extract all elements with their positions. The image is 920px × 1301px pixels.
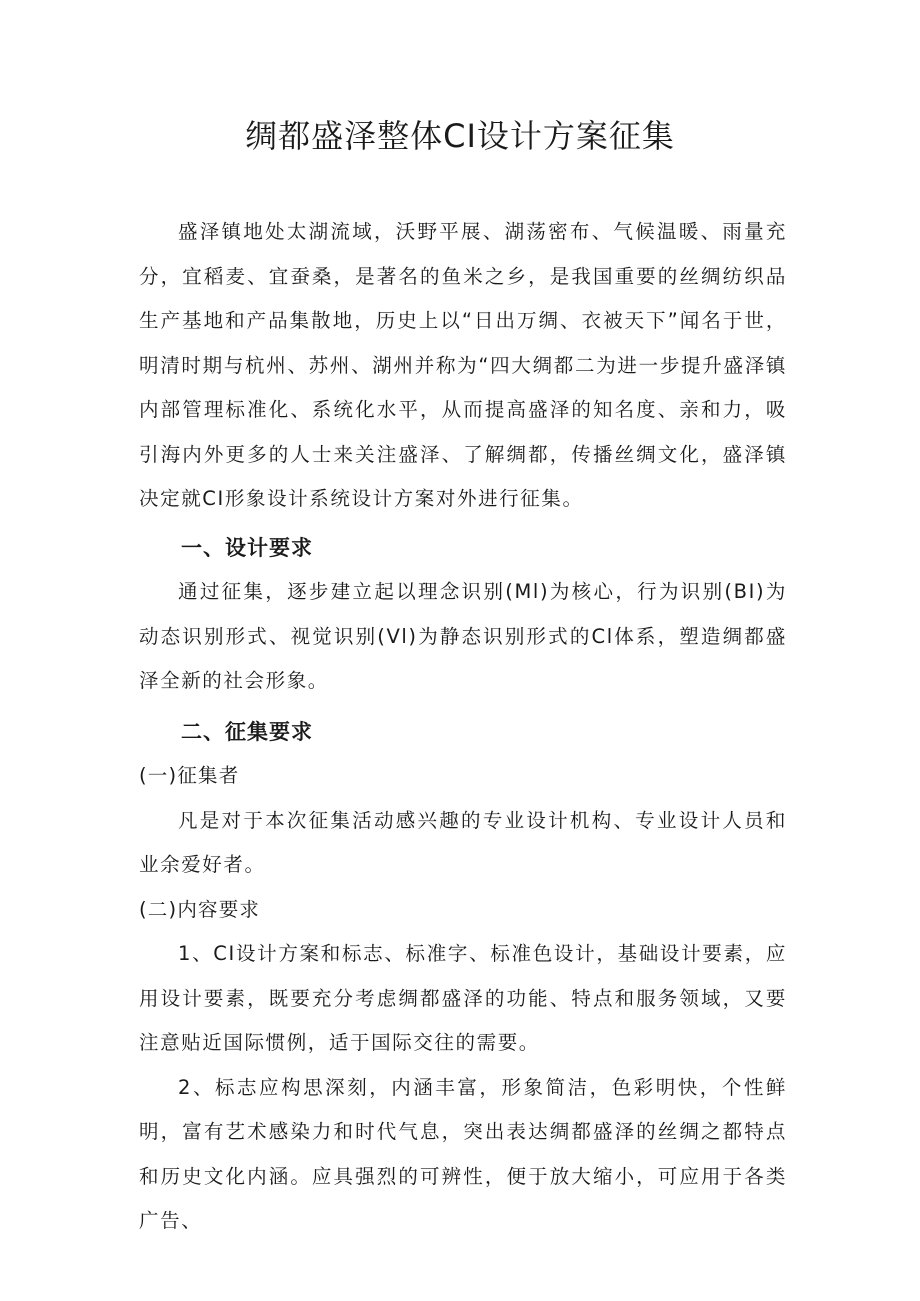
section-heading-collection-requirements: 二、征集要求 (181, 719, 313, 744)
participants-paragraph: 凡是对于本次征集活动感兴趣的专业设计机构、专业设计人员和业余爱好者。 (139, 808, 787, 876)
design-requirements-paragraph: 通过征集，逐步建立起以理念识别(Ml)为核心，行为识别(BI)为动态识别形式、视觉识别(Vl)为静态识别形式的Cl体系，塑造绸都盛泽全新的社会形象。 (139, 580, 787, 692)
content-requirement-item-2: 2、标志应构思深刻，内涵丰富，形象简洁，色彩明快，个性鲜明，富有艺术感染力和时代气息，突出表达绸都盛泽的丝绸之都特点和历史文化内涵。应具强烈的可辨性，便于放大缩小，可应用于各类广告、 (139, 1075, 787, 1232)
document-body (139, 210, 787, 1244)
document-title: 绸都盛泽整体CI设计方案征集 (245, 117, 675, 155)
intro-paragraph: 盛泽镇地处太湖流域，沃野平展、湖荡密布、气候温暖、雨量充分，宜稻麦、宜蚕桑，是著名的鱼米之乡，是我国重要的丝绸纺织品生产基地和产品集散地，历史上以“日出万绸、衣被天下”闻名于世，明清时期与杭州、苏州、湖州并称为“四大绸都二为进一步提升盛泽镇内部管理标准化、系统化水平，从而提高盛泽的知名度、亲和力，吸引海内外更多的人士来关注盛泽、了解绸都，传播丝绸文化，盛泽镇决定就CI形象设计系统设计方案对外进行征集。 (139, 220, 787, 510)
content-requirement-item-1: 1、CI设计方案和标志、标准字、标准色设计，基础设计要素，应用设计要素，既要充分考虑绸都盛泽的功能、特点和服务领域，又要注意贴近国际惯例，适于国际交往的需要。 (139, 942, 787, 1054)
subheading-content-requirements: (二)内容要求 (139, 897, 261, 921)
section-heading-design-requirements: 一、设计要求 (181, 535, 313, 560)
subheading-participants: (一)征集者 (139, 764, 240, 787)
